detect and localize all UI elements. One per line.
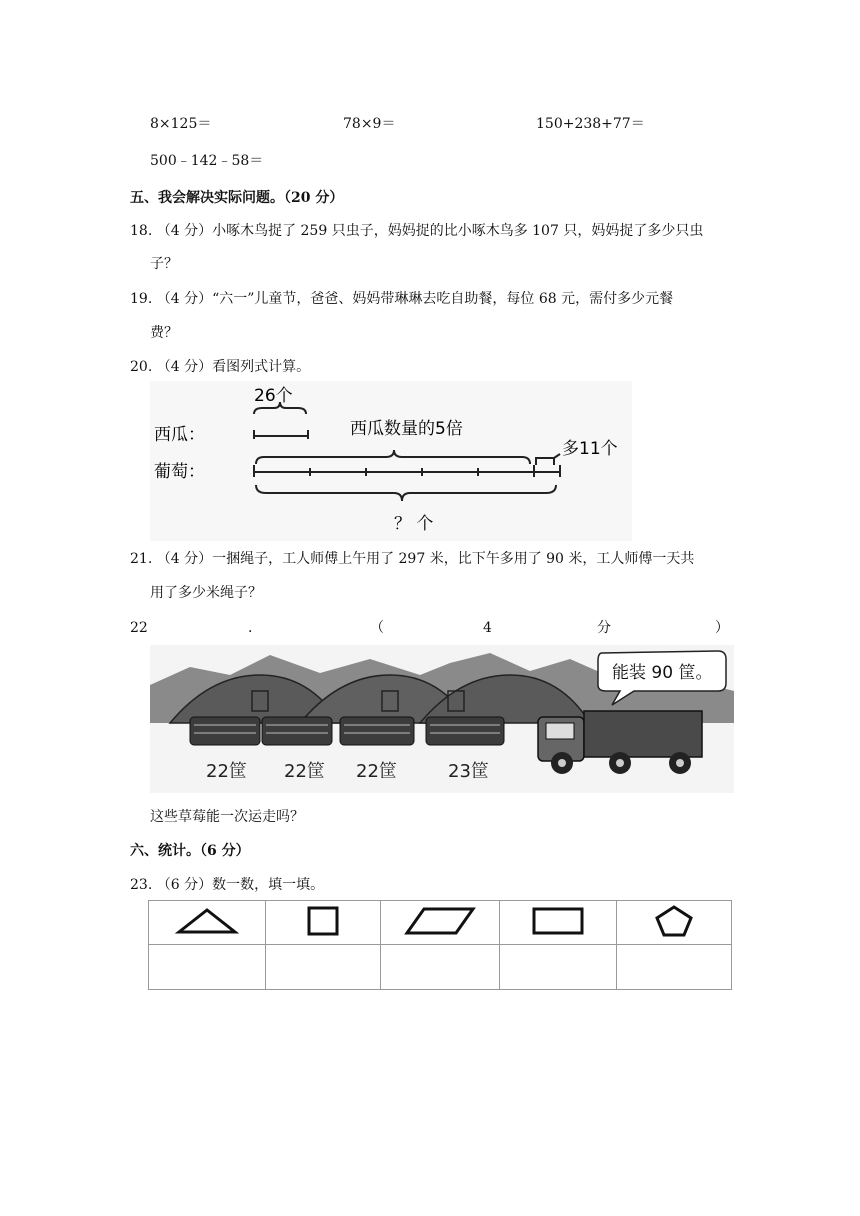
pentagon-icon [617, 901, 732, 945]
q20-text: 20. （4 分）看图列式计算。 [130, 359, 311, 375]
rectangle-icon [500, 901, 617, 945]
q22-dot: . [248, 620, 253, 636]
grape-label: 葡萄： [154, 462, 205, 482]
q19-line1: 19. （4 分）“六一”儿童节，爸爸、妈妈带琳琳去吃自助餐，每位 68 元，需付多少元餐 [130, 291, 674, 307]
q18-line1: 18. （4 分）小啄木鸟捉了 259 只虫子，妈妈捉的比小啄木鸟多 107 只，妈妈捉了多少只虫 [130, 223, 704, 239]
q22-close-paren: ） [715, 620, 729, 636]
q22-figure [150, 645, 734, 793]
q21-line2: 用了多少米绳子？ [150, 585, 262, 601]
five-times-label: 西瓜数量的5倍 [350, 419, 463, 439]
triangle-count-cell[interactable] [149, 945, 266, 990]
q21-line1: 21. （4 分）一捆绳子，工人师傅上午用了 297 米，比下午多用了 90 米，工人师傅一天共 [130, 551, 695, 567]
watermelon-label: 西瓜： [154, 425, 205, 445]
basket-count-3: 22筐 [356, 761, 397, 782]
q20-figure [150, 381, 632, 541]
rectangle-count-cell[interactable] [500, 945, 617, 990]
calc-item-4: 500﹣142﹣58＝ [150, 153, 264, 169]
truck-icon [538, 711, 702, 774]
total-unknown-label: ？ 个 [394, 514, 434, 534]
basket-count-4: 23筐 [448, 761, 489, 782]
parallelogram-count-cell[interactable] [381, 945, 500, 990]
q23-text: 23. （6 分）数一数，填一填。 [130, 877, 325, 893]
q18-line2: 子？ [150, 256, 178, 272]
q22-open-paren: （ [370, 620, 384, 636]
section-5-title: 五、我会解决实际问题。（20 分） [130, 190, 344, 206]
q22-question: 这些草莓能一次运走吗？ [150, 809, 304, 825]
shape-count-table [148, 900, 732, 990]
basket-count-2: 22筐 [284, 761, 325, 782]
calc-item-2: 78×9＝ [343, 116, 396, 132]
calc-item-3: 150+238+77＝ [536, 116, 645, 132]
square-icon [266, 901, 381, 945]
more-label: 多11个 [562, 439, 618, 459]
calc-item-1: 8×125＝ [150, 116, 212, 132]
pentagon-count-cell[interactable] [617, 945, 732, 990]
q19-line2: 费？ [150, 325, 178, 341]
square-count-cell[interactable] [266, 945, 381, 990]
q22-unit: 分 [597, 620, 611, 636]
triangle-icon [149, 901, 266, 945]
parallelogram-icon [381, 901, 500, 945]
q22-score: 4 [483, 620, 492, 636]
truck-capacity-text: 能装 90 筐。 [612, 663, 713, 683]
q22-number: 22 [130, 620, 148, 636]
section-6-title: 六、统计。（6 分） [130, 843, 250, 859]
top-count-label: 26个 [254, 386, 293, 406]
basket-count-1: 22筐 [206, 761, 247, 782]
